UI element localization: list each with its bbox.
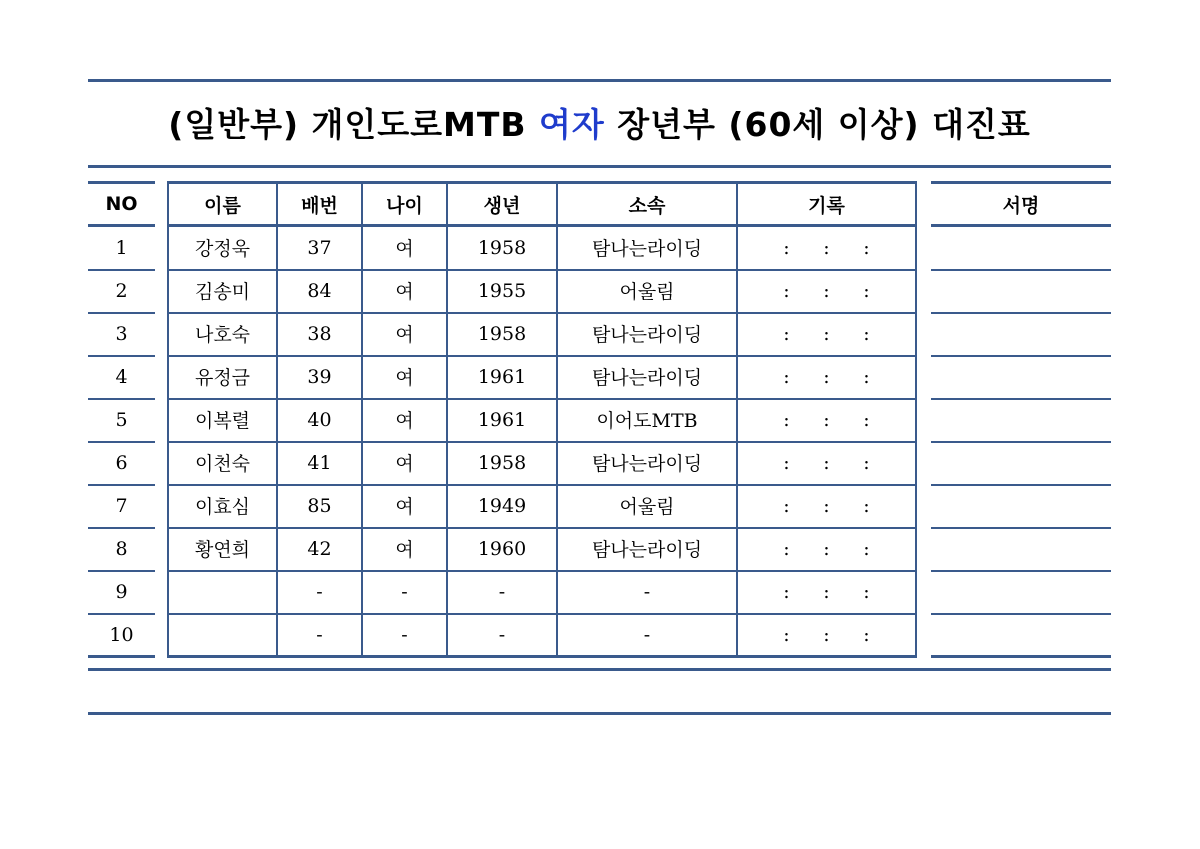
signature-cell[interactable] [931, 399, 1111, 440]
record-separator: : [783, 580, 790, 603]
title-bottom-rule [88, 165, 1111, 168]
record-cell[interactable] [737, 227, 916, 268]
signature-cell[interactable] [931, 614, 1111, 655]
cell-no: 7 [115, 494, 128, 517]
cell-no: 3 [115, 322, 128, 345]
cell-age: - [401, 580, 408, 603]
record-separator: : [823, 322, 830, 345]
cell-team: 탐나는라이딩 [591, 367, 703, 389]
record-separator: : [863, 623, 870, 646]
cell-age: 여 [395, 367, 414, 389]
record-separator: : [823, 408, 830, 431]
title-highlight: 여자 [539, 105, 605, 144]
cell-bib: 42 [307, 537, 332, 560]
cell-name: 이천숙 [194, 453, 251, 475]
record-separator: : [783, 408, 790, 431]
record-separator: : [823, 580, 830, 603]
cell-name: 이복렬 [194, 410, 251, 432]
cell-team: 탐나는라이딩 [591, 324, 703, 346]
record-separator: : [863, 322, 870, 345]
cell-birth: - [498, 623, 506, 646]
cell-team: 이어도MTB [596, 410, 698, 432]
table-end-line [168, 655, 916, 658]
cell-birth: - [498, 580, 506, 603]
cell-birth: 1958 [477, 451, 527, 474]
cell-bib: 84 [307, 279, 332, 302]
record-separator: : [863, 451, 870, 474]
cell-birth: 1960 [477, 537, 527, 560]
cell-name: 이효심 [194, 496, 251, 518]
record-separator: : [823, 365, 830, 388]
cell-no: 6 [115, 451, 128, 474]
cell-no: 2 [115, 279, 128, 302]
top-rule [88, 79, 1111, 82]
cell-name: 나호숙 [194, 324, 251, 346]
cell-name [168, 614, 277, 655]
cell-team: 어울림 [619, 496, 675, 518]
signature-cell[interactable] [931, 227, 1111, 268]
table-bottom-rule [88, 668, 1111, 671]
header-record: 기록 [808, 194, 845, 217]
record-cell[interactable] [737, 485, 916, 526]
cell-bib: 41 [307, 451, 332, 474]
record-separator: : [863, 279, 870, 302]
cell-no: 9 [115, 580, 128, 603]
cell-team: 탐나는라이딩 [591, 539, 703, 561]
record-separator: : [783, 623, 790, 646]
record-cell[interactable] [737, 313, 916, 354]
cell-bib: 39 [307, 365, 332, 388]
cell-age: 여 [395, 281, 414, 303]
cell-bib: - [316, 580, 323, 603]
cell-no: 10 [109, 623, 134, 646]
record-cell[interactable] [737, 270, 916, 311]
record-separator: : [783, 365, 790, 388]
record-cell[interactable] [737, 614, 916, 655]
cell-birth: 1949 [477, 494, 527, 517]
cell-age: 여 [395, 453, 414, 475]
cell-name [168, 571, 277, 612]
cell-name: 황연희 [194, 539, 251, 561]
record-cell[interactable] [737, 571, 916, 612]
record-separator: : [863, 365, 870, 388]
cell-team: - [643, 623, 651, 646]
header-no: NO [105, 193, 138, 215]
header-sign: 서명 [1002, 194, 1040, 217]
title-suffix: 장년부 (60세 이상) 대진표 [604, 105, 1031, 144]
cell-age: 여 [395, 238, 414, 260]
record-separator: : [863, 236, 870, 259]
record-separator: : [783, 451, 790, 474]
cell-bib: 38 [307, 322, 332, 345]
signature-cell[interactable] [931, 528, 1111, 569]
cell-team: 어울림 [619, 281, 675, 303]
cell-age: 여 [395, 324, 414, 346]
cell-no: 1 [115, 236, 128, 259]
header-bib: 배번 [301, 194, 338, 217]
table-end-line [931, 655, 1111, 658]
header-age: 나이 [386, 194, 423, 217]
signature-cell[interactable] [931, 485, 1111, 526]
signature-cell[interactable] [931, 313, 1111, 354]
cell-birth: 1958 [477, 236, 527, 259]
cell-bib: 37 [307, 236, 332, 259]
record-separator: : [863, 537, 870, 560]
record-separator: : [863, 580, 870, 603]
page-title [88, 100, 1111, 150]
cell-team: 탐나는라이딩 [591, 238, 703, 260]
title-prefix: (일반부) 개인도로MTB [168, 105, 540, 144]
signature-cell[interactable] [931, 356, 1111, 397]
cell-bib: - [316, 623, 323, 646]
cell-bib: 85 [307, 494, 332, 517]
cell-birth: 1955 [477, 279, 527, 302]
cell-name: 강정욱 [194, 238, 251, 260]
record-separator: : [823, 451, 830, 474]
record-separator: : [863, 494, 870, 517]
signature-cell[interactable] [931, 571, 1111, 612]
cell-name: 김송미 [194, 281, 251, 303]
signature-cell[interactable] [931, 270, 1111, 311]
page-bottom-rule [88, 712, 1111, 715]
record-cell[interactable] [737, 399, 916, 440]
cell-age: 여 [395, 539, 414, 561]
header-team: 소속 [628, 194, 666, 217]
record-separator: : [783, 537, 790, 560]
record-separator: : [783, 279, 790, 302]
record-separator: : [823, 623, 830, 646]
cell-birth: 1961 [477, 365, 527, 388]
record-separator: : [823, 236, 830, 259]
record-separator: : [783, 236, 790, 259]
record-separator: : [783, 322, 790, 345]
cell-team: - [643, 580, 651, 603]
record-cell[interactable] [737, 528, 916, 569]
table-end-line [88, 655, 155, 658]
record-separator: : [823, 494, 830, 517]
record-cell[interactable] [737, 442, 916, 483]
cell-age: 여 [395, 410, 414, 432]
header-name: 이름 [204, 194, 241, 217]
record-separator: : [823, 279, 830, 302]
cell-no: 8 [115, 537, 128, 560]
header-birth: 생년 [483, 194, 521, 217]
record-separator: : [863, 408, 870, 431]
record-cell[interactable] [737, 356, 916, 397]
cell-no: 5 [115, 408, 128, 431]
cell-age: 여 [395, 496, 414, 518]
cell-no: 4 [115, 365, 128, 388]
cell-bib: 40 [307, 408, 332, 431]
cell-team: 탐나는라이딩 [591, 453, 703, 475]
record-separator: : [823, 537, 830, 560]
cell-birth: 1958 [477, 322, 527, 345]
cell-birth: 1961 [477, 408, 527, 431]
cell-age: - [401, 623, 408, 646]
signature-cell[interactable] [931, 442, 1111, 483]
record-separator: : [783, 494, 790, 517]
cell-name: 유정금 [194, 367, 251, 389]
